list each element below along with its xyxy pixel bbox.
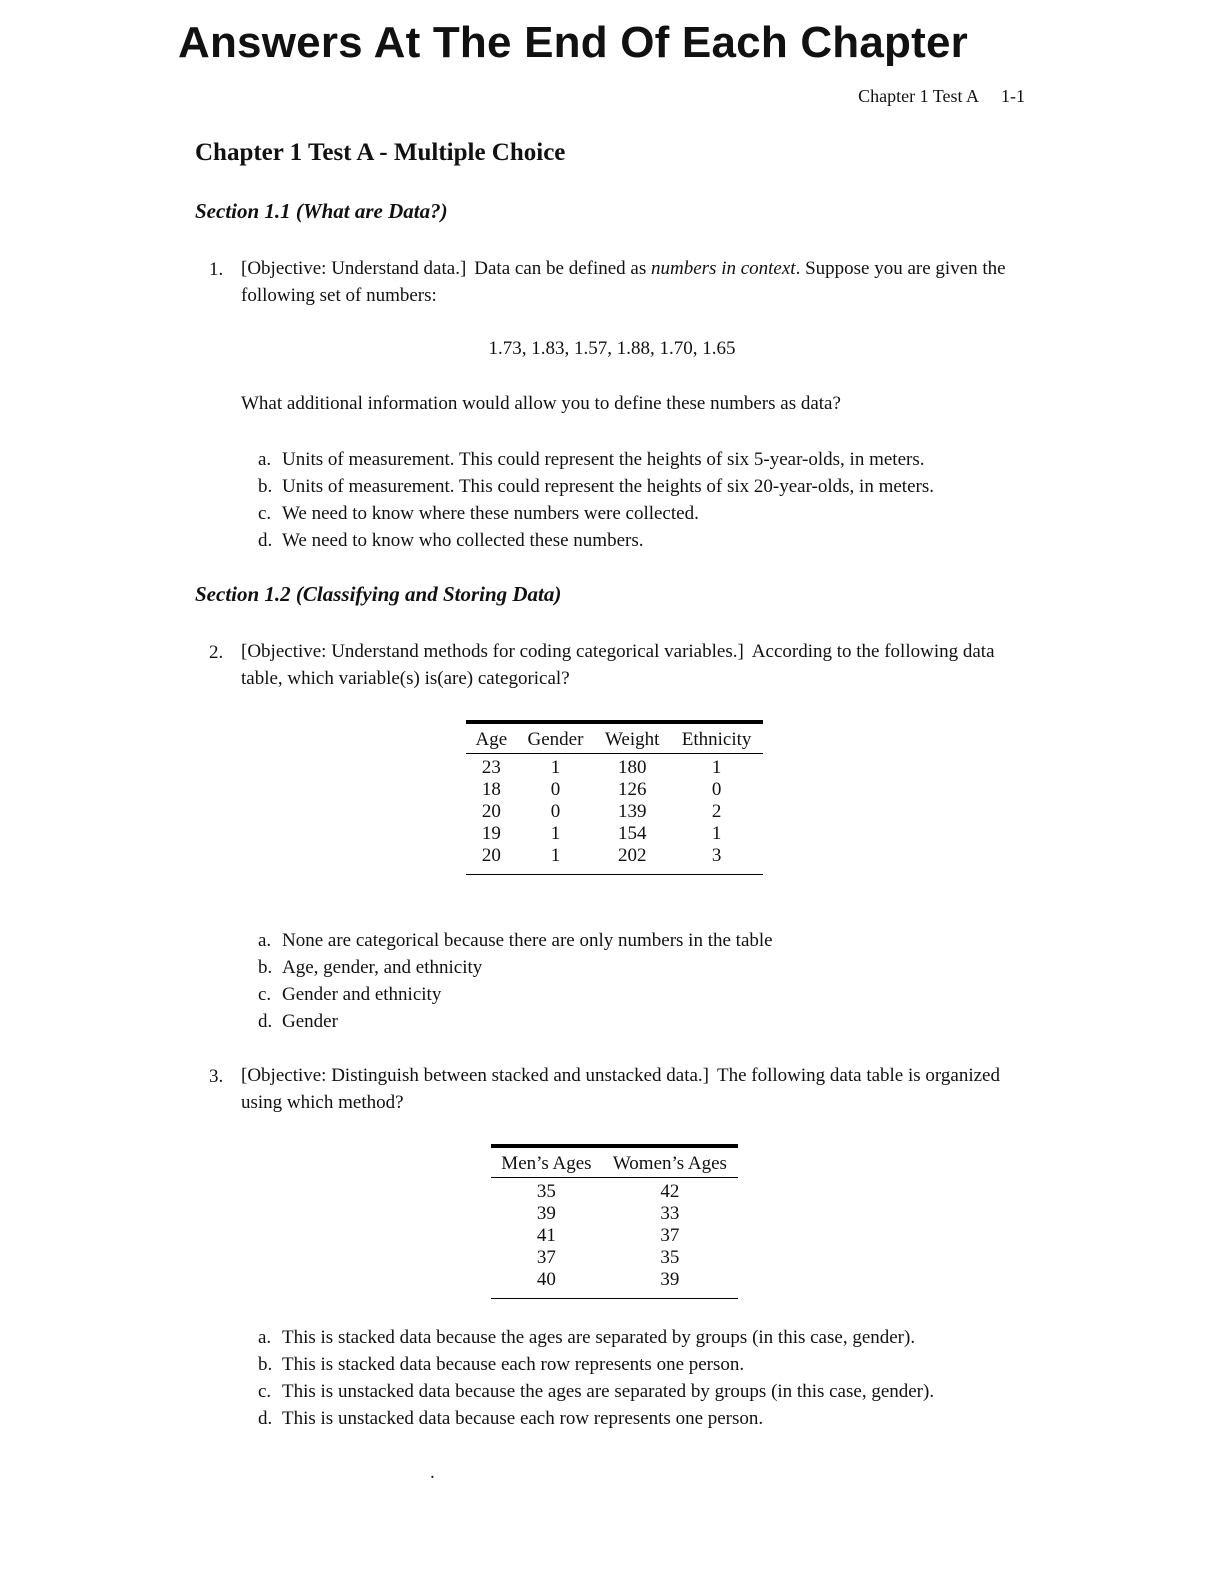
answer-option bbox=[258, 927, 773, 954]
option-letter: a. bbox=[258, 930, 272, 951]
table-cell: 37 bbox=[536, 1247, 556, 1268]
table-cell: 19 bbox=[481, 823, 501, 844]
section-heading-1-1: Section 1.1 (What are Data?) bbox=[195, 199, 448, 223]
table-row bbox=[466, 823, 763, 845]
column-header: Age bbox=[466, 722, 517, 754]
footer-mark: . bbox=[430, 1462, 435, 1483]
question-number: 1. bbox=[209, 259, 224, 280]
table-cell: 35 bbox=[660, 1247, 680, 1268]
option-letter: b. bbox=[258, 476, 273, 497]
answer-option bbox=[258, 500, 934, 527]
table-cell: 41 bbox=[536, 1225, 556, 1246]
option-letter: d. bbox=[258, 1011, 273, 1032]
answer-option bbox=[258, 473, 934, 500]
table-cell: 3 bbox=[670, 845, 763, 875]
emphasis-text: numbers in context bbox=[651, 258, 796, 279]
question-number: 3. bbox=[209, 1066, 224, 1087]
table-cell: 20 bbox=[466, 845, 517, 875]
numbers-line: 1.73, 1.83, 1.57, 1.88, 1.70, 1.65 bbox=[488, 338, 736, 359]
page-title: Answers At The End Of Each Chapter bbox=[178, 18, 968, 67]
question-text-part: The following data table is organized using which method? bbox=[241, 1065, 1000, 1113]
option-letter: c. bbox=[258, 1381, 272, 1402]
running-header bbox=[858, 86, 1025, 107]
table-row bbox=[491, 1269, 738, 1299]
option-text: Gender bbox=[282, 1011, 338, 1032]
question-text-part: . Suppose you are given the following set of numbers: bbox=[241, 258, 1006, 306]
answer-option bbox=[258, 981, 773, 1008]
column-header: Gender bbox=[517, 722, 595, 754]
option-letter: a. bbox=[258, 1327, 272, 1348]
table-cell: 126 bbox=[617, 779, 647, 800]
column-header: Ethnicity bbox=[670, 722, 763, 754]
table-row bbox=[491, 1247, 738, 1269]
option-text: Gender and ethnicity bbox=[282, 984, 442, 1005]
option-text: This is stacked data because each row represents one person. bbox=[282, 1354, 745, 1375]
table-cell: 39 bbox=[536, 1203, 556, 1224]
table-cell: 0 bbox=[711, 779, 722, 800]
section-heading-1-2: Section 1.2 (Classifying and Storing Data) bbox=[195, 582, 562, 606]
table-cell: 1 bbox=[711, 823, 722, 844]
table-cell: 1 bbox=[550, 823, 561, 844]
column-header: Women’s Ages bbox=[602, 1146, 738, 1178]
option-letter: c. bbox=[258, 984, 272, 1005]
option-text: Age, gender, and ethnicity bbox=[282, 957, 483, 978]
table-cell: 1 bbox=[550, 757, 561, 778]
table-row bbox=[466, 801, 763, 823]
table-cell: 0 bbox=[550, 801, 561, 822]
question-text-part: Data can be defined as bbox=[474, 258, 651, 279]
chapter-heading: Chapter 1 Test A - Multiple Choice bbox=[195, 139, 566, 166]
table-row bbox=[491, 1203, 738, 1225]
table-cell: 39 bbox=[602, 1269, 738, 1299]
table-cell: 139 bbox=[617, 801, 647, 822]
table-cell: 1 bbox=[711, 757, 722, 778]
answer-option bbox=[258, 1008, 773, 1035]
answer-options bbox=[258, 927, 773, 1035]
option-letter: c. bbox=[258, 503, 272, 524]
answer-option bbox=[258, 1405, 934, 1432]
table-cell: 42 bbox=[660, 1181, 680, 1202]
column-header: Weight bbox=[594, 722, 670, 754]
answer-option bbox=[258, 1378, 934, 1405]
option-letter: d. bbox=[258, 530, 273, 551]
option-text: This is stacked data because the ages are separated by groups (in this case, gender). bbox=[282, 1327, 916, 1348]
column-header: Men’s Ages bbox=[491, 1146, 602, 1178]
table-cell: 0 bbox=[550, 779, 561, 800]
answer-option bbox=[258, 446, 934, 473]
answer-option bbox=[258, 1324, 934, 1351]
table-cell: 154 bbox=[617, 823, 647, 844]
option-letter: d. bbox=[258, 1408, 273, 1429]
option-letter: b. bbox=[258, 957, 273, 978]
answer-option bbox=[258, 527, 934, 554]
option-text: Units of measurement. This could represent the heights of six 5-year-olds, in meters. bbox=[282, 449, 925, 470]
answer-option bbox=[258, 954, 773, 981]
option-text: This is unstacked data because the ages are separated by groups (in this case, gender). bbox=[282, 1381, 935, 1402]
table-cell: 23 bbox=[481, 757, 501, 778]
answer-options bbox=[258, 1324, 934, 1432]
option-text: We need to know where these numbers were collected. bbox=[282, 503, 699, 524]
table-row bbox=[491, 1178, 738, 1204]
question-number: 2. bbox=[209, 642, 224, 663]
table-cell: 40 bbox=[491, 1269, 602, 1299]
question-objective: [Objective: Distinguish between stacked and unstacked data.] bbox=[241, 1065, 709, 1086]
option-text: Units of measurement. This could represent the heights of six 20-year-olds, in meters. bbox=[282, 476, 934, 497]
running-header-label: Chapter 1 Test A bbox=[858, 86, 979, 106]
data-table-demographics bbox=[466, 720, 763, 875]
question-follow-up: What additional information would allow you to define these numbers as data? bbox=[241, 393, 841, 414]
table-cell: 202 bbox=[594, 845, 670, 875]
question-text bbox=[241, 1062, 1031, 1116]
table-cell: 18 bbox=[481, 779, 501, 800]
option-text: This is unstacked data because each row represents one person. bbox=[282, 1408, 764, 1429]
option-letter: b. bbox=[258, 1354, 273, 1375]
answer-options bbox=[258, 446, 934, 554]
question-objective: [Objective: Understand methods for coding categorical variables.] bbox=[241, 641, 744, 662]
table-row bbox=[491, 1225, 738, 1247]
table-cell: 2 bbox=[711, 801, 722, 822]
question-text bbox=[241, 255, 1031, 309]
table-cell: 180 bbox=[617, 757, 647, 778]
option-text: We need to know who collected these numbers. bbox=[282, 530, 644, 551]
table-cell: 33 bbox=[660, 1203, 680, 1224]
table-cell: 1 bbox=[517, 845, 595, 875]
table-cell: 37 bbox=[660, 1225, 680, 1246]
table-cell: 35 bbox=[536, 1181, 556, 1202]
page-number: 1-1 bbox=[1001, 86, 1025, 106]
question-objective: [Objective: Understand data.] bbox=[241, 258, 467, 279]
table-row bbox=[466, 754, 763, 780]
option-letter: a. bbox=[258, 449, 272, 470]
question-text bbox=[241, 638, 1031, 692]
data-table-ages bbox=[491, 1144, 738, 1299]
option-text: None are categorical because there are only numbers in the table bbox=[282, 930, 773, 951]
table-row bbox=[466, 845, 763, 875]
question-text-part: According to the following data table, which variable(s) is(are) categorical? bbox=[241, 641, 995, 689]
table-row bbox=[466, 779, 763, 801]
answer-option bbox=[258, 1351, 934, 1378]
table-cell: 20 bbox=[481, 801, 501, 822]
